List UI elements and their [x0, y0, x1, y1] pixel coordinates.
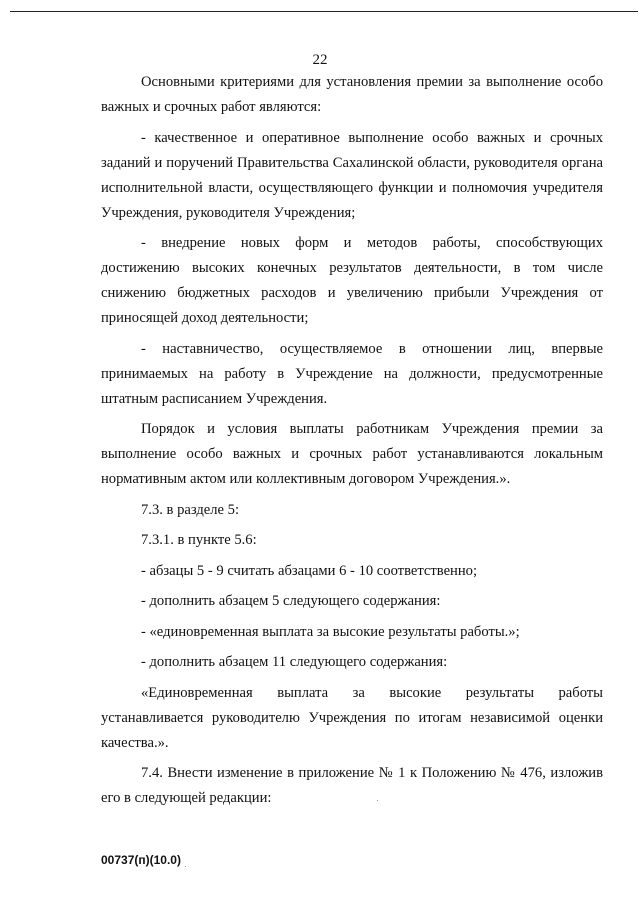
paragraph-section-7-4: 7.4. Внести изменение в приложение № 1 к Положению № 476, изложив его в следующей редакции: [101, 765, 603, 806]
paragraph-one-time-payment: - «единовременная выплата за высокие результаты работы.»; [141, 623, 520, 640]
paragraph-criterion-innovation: - внедрение новых форм и методов работы, способствующих достижению высоких конечных результатов деятельности, в том числе снижению бюджетных расходов и увеличению прибыли Учреждения от приносящей доход деятельности; [101, 235, 603, 326]
footer-document-code: 00737(п)(10.0) [101, 853, 181, 867]
paragraph-add-indent-11: - дополнить абзацем 11 следующего содержания: [141, 654, 448, 670]
paragraph-add-indent-5: - дополнить абзацем 5 следующего содержания: [141, 593, 441, 609]
paragraph-renumber-indents: - абзацы 5 - 9 считать абзацами 6 - 10 соответственно; [141, 562, 478, 579]
top-rule [10, 11, 638, 12]
paragraph-criteria-intro: Основными критериями для установления премии за выполнение особо важных и срочных работ являются: [101, 74, 603, 115]
paragraph-criterion-quality: - качественное и оперативное выполнение особо важных и срочных заданий и поручений Правительства Сахалинской области, руководителя органа исполнительной власти, осуществляющего функции и полномочия учредителя Учреждения, руководителя Учреждения; [101, 129, 603, 221]
scan-speck [185, 866, 186, 867]
page-number: 22 [312, 52, 328, 68]
paragraph-one-time-payment-rule: «Единовременная выплата за высокие результаты работы устанавливается руководителю Учреждения по итогам независимой оценки качества.». [101, 684, 603, 751]
scan-speck [377, 800, 378, 801]
paragraph-section-7-3: 7.3. в разделе 5: [141, 501, 240, 518]
document-body [101, 70, 603, 811]
paragraph-payment-procedure: Порядок и условия выплаты работникам Учреждения премии за выполнение особо важных и срочных работ устанавливаются локальным нормативным актом или коллективным договором Учреждения.». [101, 421, 603, 487]
paragraph-section-7-3-1: 7.3.1. в пункте 5.6: [141, 532, 257, 548]
paragraph-criterion-mentoring: - наставничество, осуществляемое в отношении лиц, впервые принимаемых на работу в Учреждение на должности, предусмотренные штатным расписанием Учреждения. [101, 340, 603, 407]
